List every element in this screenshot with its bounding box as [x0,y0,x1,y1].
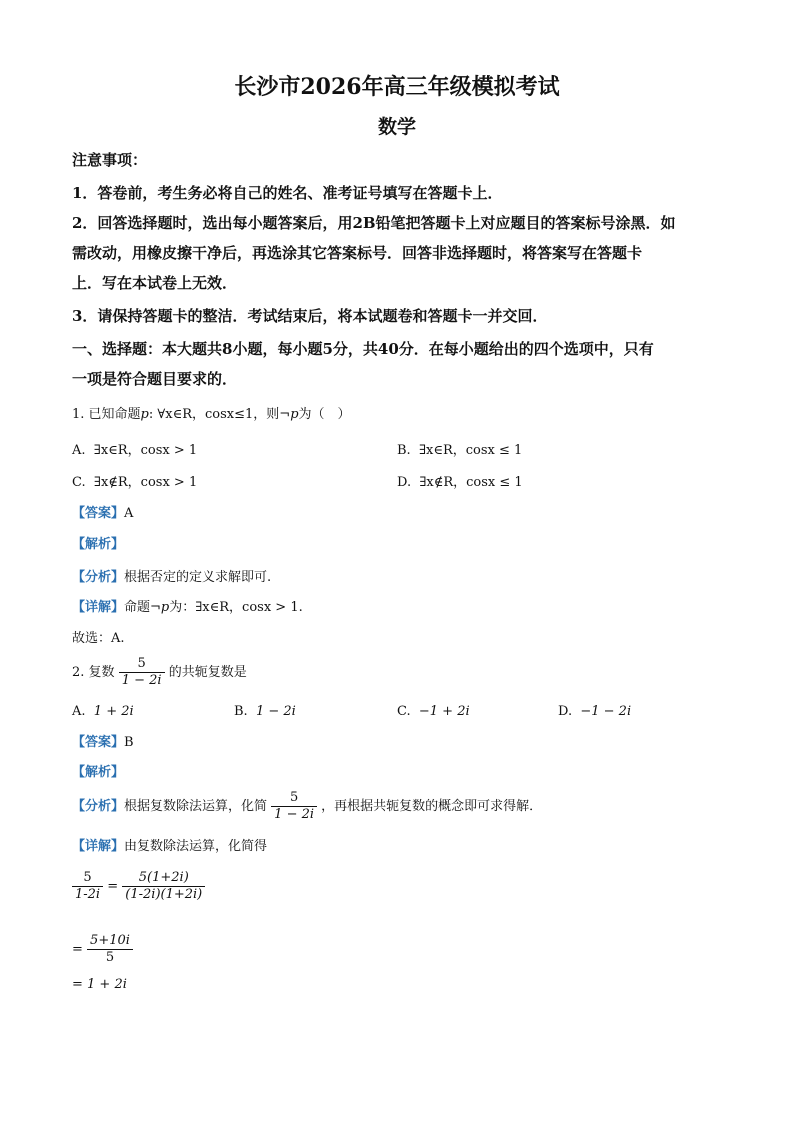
q2-equation-3: = 1 + 2i [72,977,127,992]
section-heading-line-2: 一项是符合题目要求的． [72,370,238,388]
notice-heading: 注意事项： [72,151,148,169]
q2-stem: 2. 复数 $\frac{5}{1 - 2i}$ 的共轭复数是 [72,656,247,688]
exam-title: 长沙市2026年高三年级模拟考试 [234,74,560,100]
q2-equation-1: $\frac{5}{1-2i}$ = $\frac{5(1+2i)}{(1-2i)(1+2i)}$ [72,870,205,903]
q2-equation-2: = $\frac{5+10i}{5}$ [72,933,133,966]
q1-analysis-label: 【解析】 [72,537,125,552]
q1-option-a: A. ∃x∈R，cosx > 1 [72,443,198,458]
q2-xiangjie: 【详解】由复数除法运算，化简得 [72,839,268,854]
section-heading-line-1: 一、选择题：本大题共8小题，每小题5分，共40分．在每小题给出的四个选项中，只有 [72,340,654,358]
q1-option-b: B. ∃x∈R，cosx ≤ 1 [397,443,523,458]
q1-stem-colon: : [148,407,154,422]
notice-item-3: 3．请保持答题卡的整洁．考试结束后，将本试题卷和答题卡一并交回． [72,307,548,325]
q2-option-a: A. 1 + 2i [72,704,134,719]
notice-item-2-line-1: 2．回答选择题时，选出每小题答案后，用2B铅笔把答题卡上对应题目的答案标号涂黑．如 [72,214,676,232]
q1-answer: 【答案】A [72,506,134,521]
q1-stem-neg: ¬p [279,407,299,422]
q1-stem-var: p [140,407,149,422]
q2-answer: 【答案】B [72,735,134,750]
q2-option-b: B. 1 − 2i [234,704,296,719]
q2-fraction: $\frac{5}{1 - 2i}$ [119,656,165,689]
q2-analysis-label: 【解析】 [72,765,125,780]
q1-stem-suffix: 为（ ） [298,407,351,422]
q1-option-c: C. ∃x∉R，cosx > 1 [72,475,198,490]
eq1-lhs-fraction: $\frac{5}{1-2i}$ [72,870,103,903]
eq1-rhs-fraction: $\frac{5(1+2i)}{(1-2i)(1+2i)}$ [122,870,205,903]
subject-title: 数学 [377,116,416,138]
q1-xiangjie: 【详解】命题¬p为：∃x∈R，cosx > 1. [72,600,303,615]
q2-option-d: D. −1 − 2i [558,704,632,719]
notice-item-2-line-3: 上．写在本试卷上无效． [72,274,238,292]
q1-stem-mid: ，则 [253,407,280,422]
q1-stem [72,406,351,424]
q2-fenxi: 【分析】根据复数除法运算，化简 $\frac{5}{1 - 2i}$ ，再根据共轭复数的概念即可求得解． [72,790,543,822]
q1-option-d: D. ∃x∉R，cosx ≤ 1 [397,475,523,490]
q1-stem-prop: ∀x∈R，cosx≤1 [157,407,254,422]
q1-fenxi: 【分析】根据否定的定义求解即可. [72,570,272,585]
answer-label: 【答案】 [72,506,125,521]
eq2-fraction: $\frac{5+10i}{5}$ [87,933,133,966]
q1-conclusion: 故选：A. [72,631,125,646]
notice-item-2-line-2: 需改动，用橡皮擦干净后，再选涂其它答案标号．回答非选择题时，将答案写在答题卡 [72,244,643,262]
q2-fenxi-fraction: $\frac{5}{1 - 2i}$ [271,790,317,823]
q1-stem-prefix: 1. 已知命题 [72,407,141,422]
q2-option-c: C. −1 + 2i [397,704,470,719]
notice-item-1: 1．答卷前，考生务必将自己的姓名、准考证号填写在答题卡上． [72,184,503,202]
